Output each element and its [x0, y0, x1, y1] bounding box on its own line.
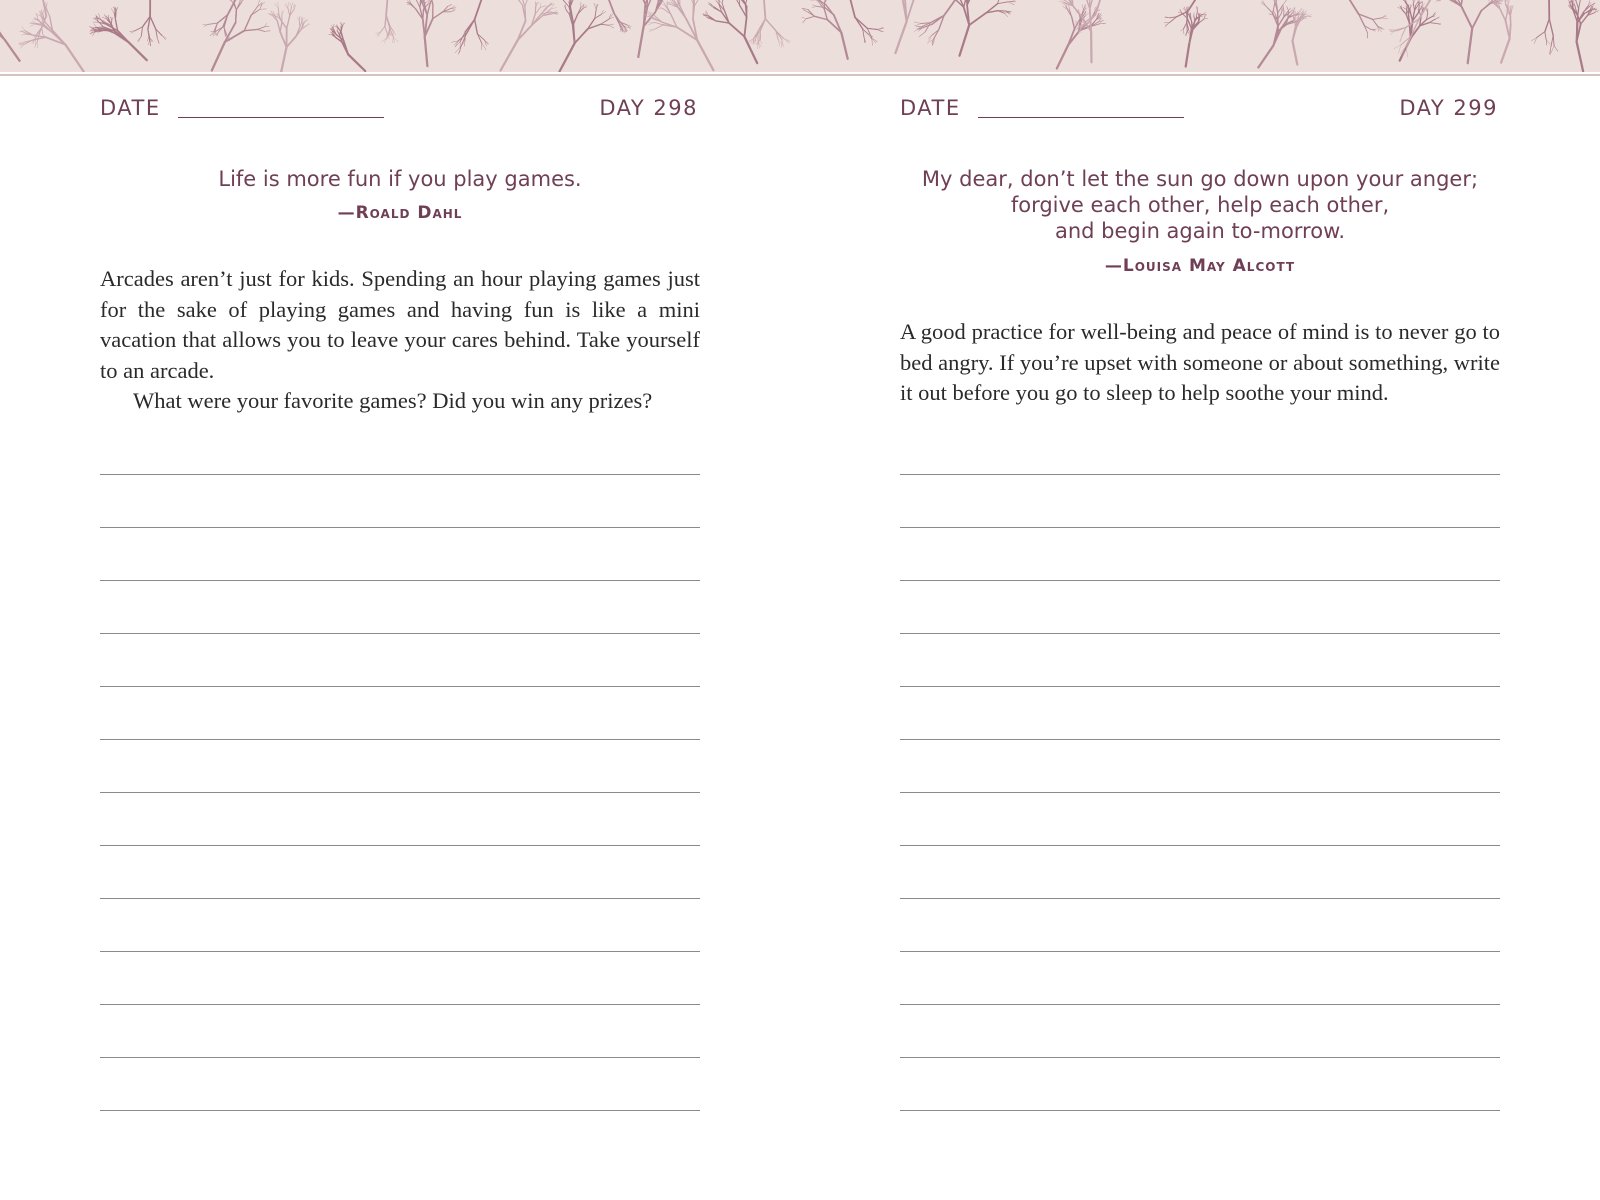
writing-line[interactable]	[900, 951, 1500, 952]
journal-page-right	[900, 0, 1500, 1200]
writing-line[interactable]	[100, 686, 700, 687]
prompt-question: What were your favorite games? Did you win any prizes?	[133, 388, 653, 413]
writing-line[interactable]	[100, 527, 700, 528]
writing-line[interactable]	[100, 898, 700, 899]
quote-author: —Louisa May Alcott	[1104, 256, 1296, 276]
day-number: DAY 298	[599, 96, 698, 120]
writing-line[interactable]	[100, 739, 700, 740]
prompt-paragraph: A good practice for well-being and peace of mind is to never go to bed angry. If you’re upset with someone or about something, write it out before you go to sleep to help soothe your mind.	[900, 319, 1500, 405]
date-label: DATE	[900, 96, 961, 120]
writing-line[interactable]	[900, 1110, 1500, 1111]
date-entry-line[interactable]	[178, 117, 384, 118]
writing-lines[interactable]	[900, 474, 1500, 1163]
prompt-text	[900, 317, 1500, 409]
prompt-paragraph: Arcades aren’t just for kids. Spending an hour playing games just for the sake of playing games and having fun is like a mini vacation that allows you to leave your cares behind. Take yourself to an arcade.	[100, 266, 700, 383]
writing-line[interactable]	[900, 580, 1500, 581]
writing-line[interactable]	[100, 1057, 700, 1058]
writing-line[interactable]	[900, 686, 1500, 687]
page-header	[100, 96, 700, 126]
writing-line[interactable]	[900, 739, 1500, 740]
writing-line[interactable]	[100, 474, 700, 475]
writing-line[interactable]	[100, 792, 700, 793]
writing-line[interactable]	[100, 580, 700, 581]
writing-line[interactable]	[900, 792, 1500, 793]
writing-line[interactable]	[100, 1110, 700, 1111]
writing-line[interactable]	[100, 1004, 700, 1005]
day-number: DAY 299	[1399, 96, 1498, 120]
writing-line[interactable]	[900, 474, 1500, 475]
quote-line: forgive each other, help each other,	[1010, 193, 1390, 217]
writing-lines[interactable]	[100, 474, 700, 1163]
writing-line[interactable]	[900, 845, 1500, 846]
prompt-text	[100, 264, 700, 417]
writing-line[interactable]	[900, 633, 1500, 634]
quote-line: My dear, don’t let the sun go down upon your anger;	[921, 167, 1479, 191]
writing-line[interactable]	[100, 951, 700, 952]
quote	[900, 166, 1500, 244]
writing-line[interactable]	[100, 633, 700, 634]
writing-line[interactable]	[100, 845, 700, 846]
date-label: DATE	[100, 96, 161, 120]
quote-line: Life is more fun if you play games.	[218, 167, 582, 191]
page-header	[900, 96, 1500, 126]
quote-author: —Roald Dahl	[337, 203, 463, 223]
quote-line: and begin again to-morrow.	[1054, 219, 1346, 243]
writing-line[interactable]	[900, 898, 1500, 899]
writing-line[interactable]	[900, 1057, 1500, 1058]
writing-line[interactable]	[900, 1004, 1500, 1005]
journal-page-left	[100, 0, 700, 1200]
writing-line[interactable]	[900, 527, 1500, 528]
date-entry-line[interactable]	[978, 117, 1184, 118]
quote	[100, 166, 700, 192]
